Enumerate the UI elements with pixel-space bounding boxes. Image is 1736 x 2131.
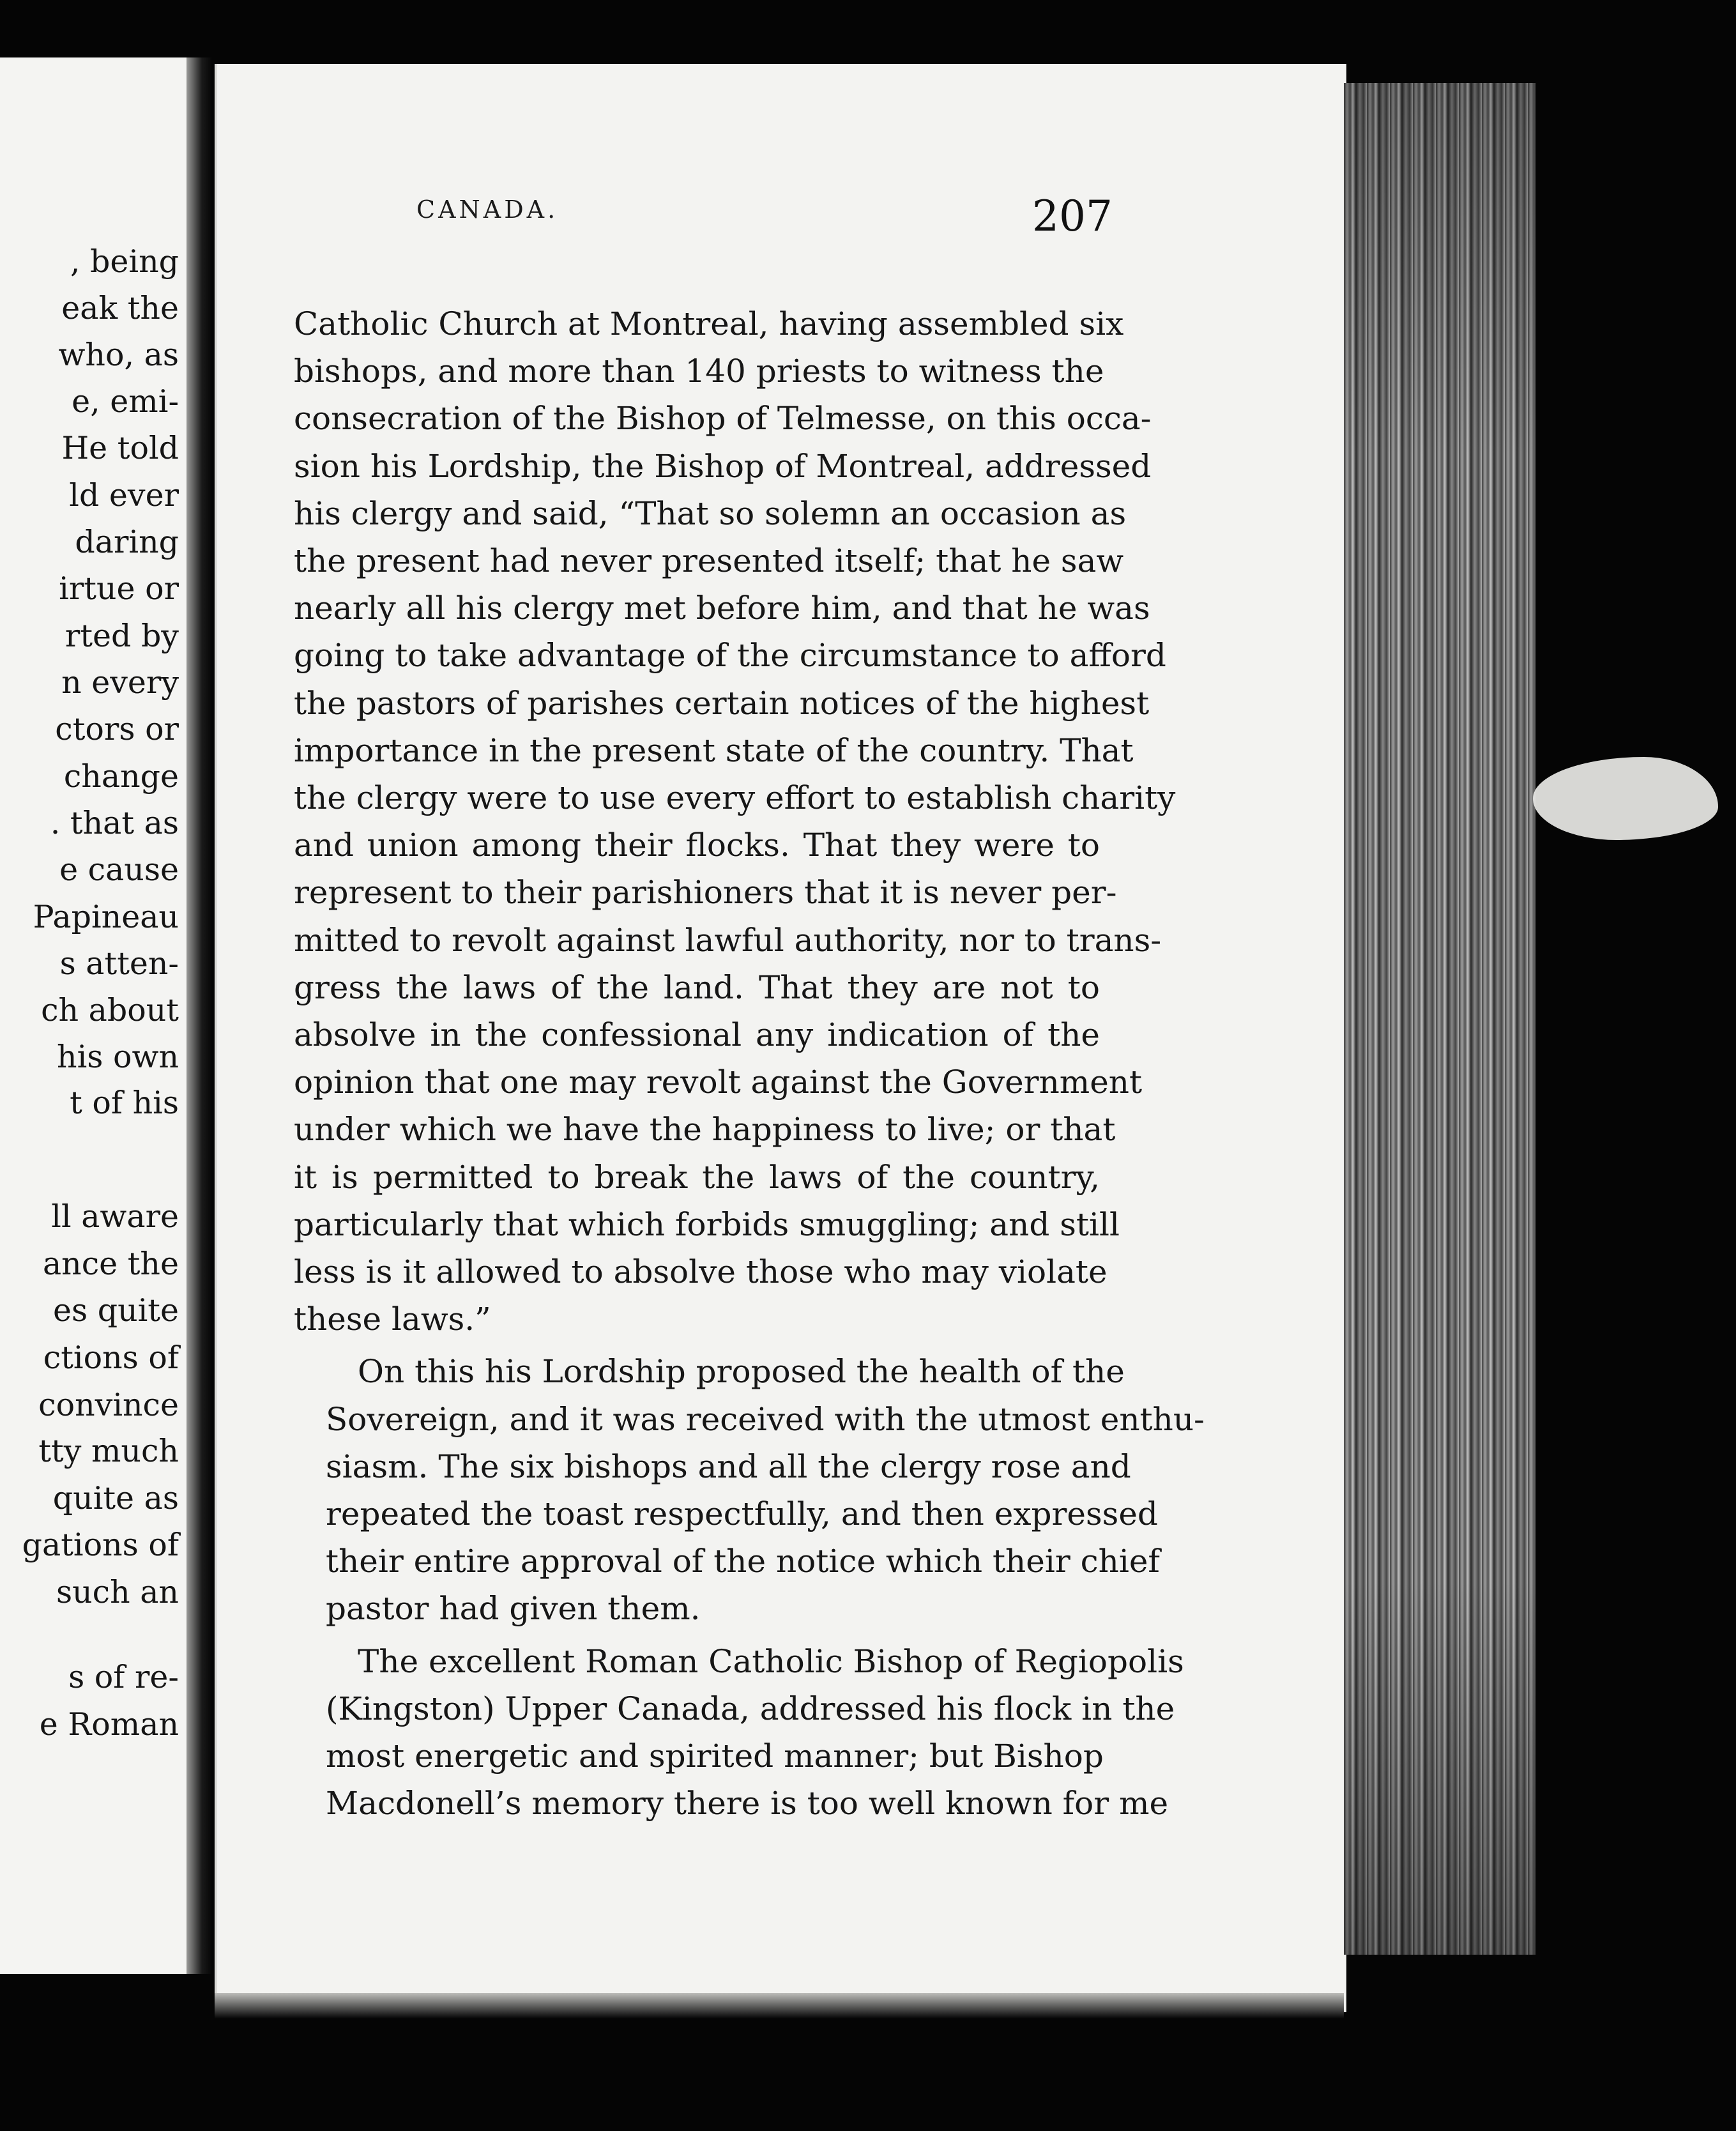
left-page-line: n every	[61, 664, 179, 701]
text-line: repeated the toast respectfully, and then expressed	[326, 1495, 1158, 1533]
text-line: On this his Lordship proposed the health of the	[358, 1353, 1125, 1391]
left-page-line: gations of	[22, 1527, 179, 1563]
text-line: Catholic Church at Montreal, having assembled six	[294, 305, 1124, 342]
text-line: most energetic and spirited manner; but Bishop	[326, 1738, 1104, 1775]
left-page-line: change	[63, 758, 179, 795]
text-line: going to take advantage of the circumstance to afford	[294, 637, 1166, 675]
text-line: under which we have the happiness to live; or that	[294, 1111, 1116, 1149]
left-page-line: e Roman	[39, 1706, 179, 1743]
text-line: mitted to revolt against lawful authority, nor to trans-	[294, 921, 1162, 959]
left-page	[0, 57, 190, 1974]
left-page-line: e, emi-	[72, 383, 179, 420]
text-line: absolve in the confessional any indication of the	[294, 1016, 1100, 1054]
text-line: their entire approval of the notice which their chief	[326, 1543, 1160, 1580]
text-line: The excellent Roman Catholic Bishop of Regiopolis	[358, 1642, 1184, 1680]
text-line: it is permitted to break the laws of the country,	[294, 1158, 1100, 1196]
text-line: nearly all his clergy met before him, and that he was	[294, 590, 1150, 627]
book-gutter	[187, 57, 212, 1974]
left-page-line: , being	[70, 243, 179, 280]
text-line: and union among their flocks. That they were to	[294, 827, 1100, 864]
text-line: the pastors of parishes certain notices of the highest	[294, 684, 1150, 722]
left-page-line: daring	[75, 524, 179, 560]
text-line: siasm. The six bishops and all the clergy rose and	[326, 1447, 1131, 1485]
left-page-line: e cause	[59, 852, 179, 888]
left-page-line: ld ever	[69, 477, 179, 514]
left-page-line: rted by	[65, 618, 179, 654]
left-page-line: such an	[56, 1574, 179, 1610]
text-line: importance in the present state of the country. That	[294, 731, 1134, 769]
left-page-line: irtue or	[59, 570, 179, 607]
text-line: particularly that which forbids smuggling; and still	[294, 1205, 1120, 1243]
left-page-line: ll aware	[51, 1198, 179, 1235]
left-page-line: ctors or	[55, 711, 179, 747]
left-page-line: ch about	[41, 992, 179, 1028]
paragraph	[294, 300, 1176, 1343]
left-page-line: s of re-	[68, 1659, 179, 1695]
running-head	[416, 192, 1113, 249]
left-page-line: who, as	[58, 337, 179, 373]
text-line: (Kingston) Upper Canada, addressed his flock in the	[326, 1690, 1175, 1727]
text-line: less is it allowed to absolve those who may violate	[294, 1253, 1108, 1291]
left-page-line: s atten-	[59, 945, 179, 982]
text-line: the present had never presented itself; that he saw	[294, 542, 1124, 580]
left-page-line: . that as	[50, 805, 179, 841]
text-line: his clergy and said, “That so solemn an occasion as	[294, 494, 1127, 532]
left-page-line: t of his	[70, 1085, 179, 1121]
left-page-line: ctions of	[43, 1340, 179, 1376]
text-line: these laws.”	[294, 1301, 491, 1338]
left-page-line: es quite	[52, 1292, 179, 1329]
left-page-line: convince	[38, 1387, 179, 1423]
text-line: Macdonell’s memory there is too well known for me	[326, 1785, 1169, 1822]
text-line: Sovereign, and it was received with the utmost enthu-	[326, 1400, 1205, 1438]
text-line: represent to their parishioners that it is never per-	[294, 874, 1117, 912]
left-page-line: tty much	[38, 1433, 179, 1469]
left-page-line: ance the	[42, 1246, 179, 1282]
left-page-line: quite as	[52, 1480, 179, 1516]
text-line: bishops, and more than 140 priests to witness the	[294, 353, 1104, 390]
paragraph	[294, 1348, 1205, 1632]
left-page-line: He told	[61, 430, 179, 466]
left-page-line: his own	[57, 1039, 179, 1075]
text-line: pastor had given them.	[326, 1590, 701, 1628]
fore-edge-shade	[1344, 83, 1535, 1955]
text-line: the clergy were to use every effort to establish charity	[294, 779, 1176, 817]
left-page-line: Papineau	[33, 899, 179, 935]
torn-paper-scrap	[1533, 757, 1718, 840]
text-line: gress the laws of the land. That they are not to	[294, 968, 1100, 1006]
body-text	[294, 300, 1205, 1833]
running-title: CANADA.	[416, 195, 559, 224]
page-bottom-shadow	[215, 1993, 1344, 2019]
left-page-line: eak the	[61, 290, 179, 326]
text-line: sion his Lordship, the Bishop of Montreal, addressed	[294, 447, 1152, 485]
paragraph	[294, 1638, 1184, 1828]
page-number: 207	[1032, 192, 1113, 241]
text-line: consecration of the Bishop of Telmesse, on this occa-	[294, 400, 1152, 438]
text-line: opinion that one may revolt against the Government	[294, 1064, 1143, 1101]
